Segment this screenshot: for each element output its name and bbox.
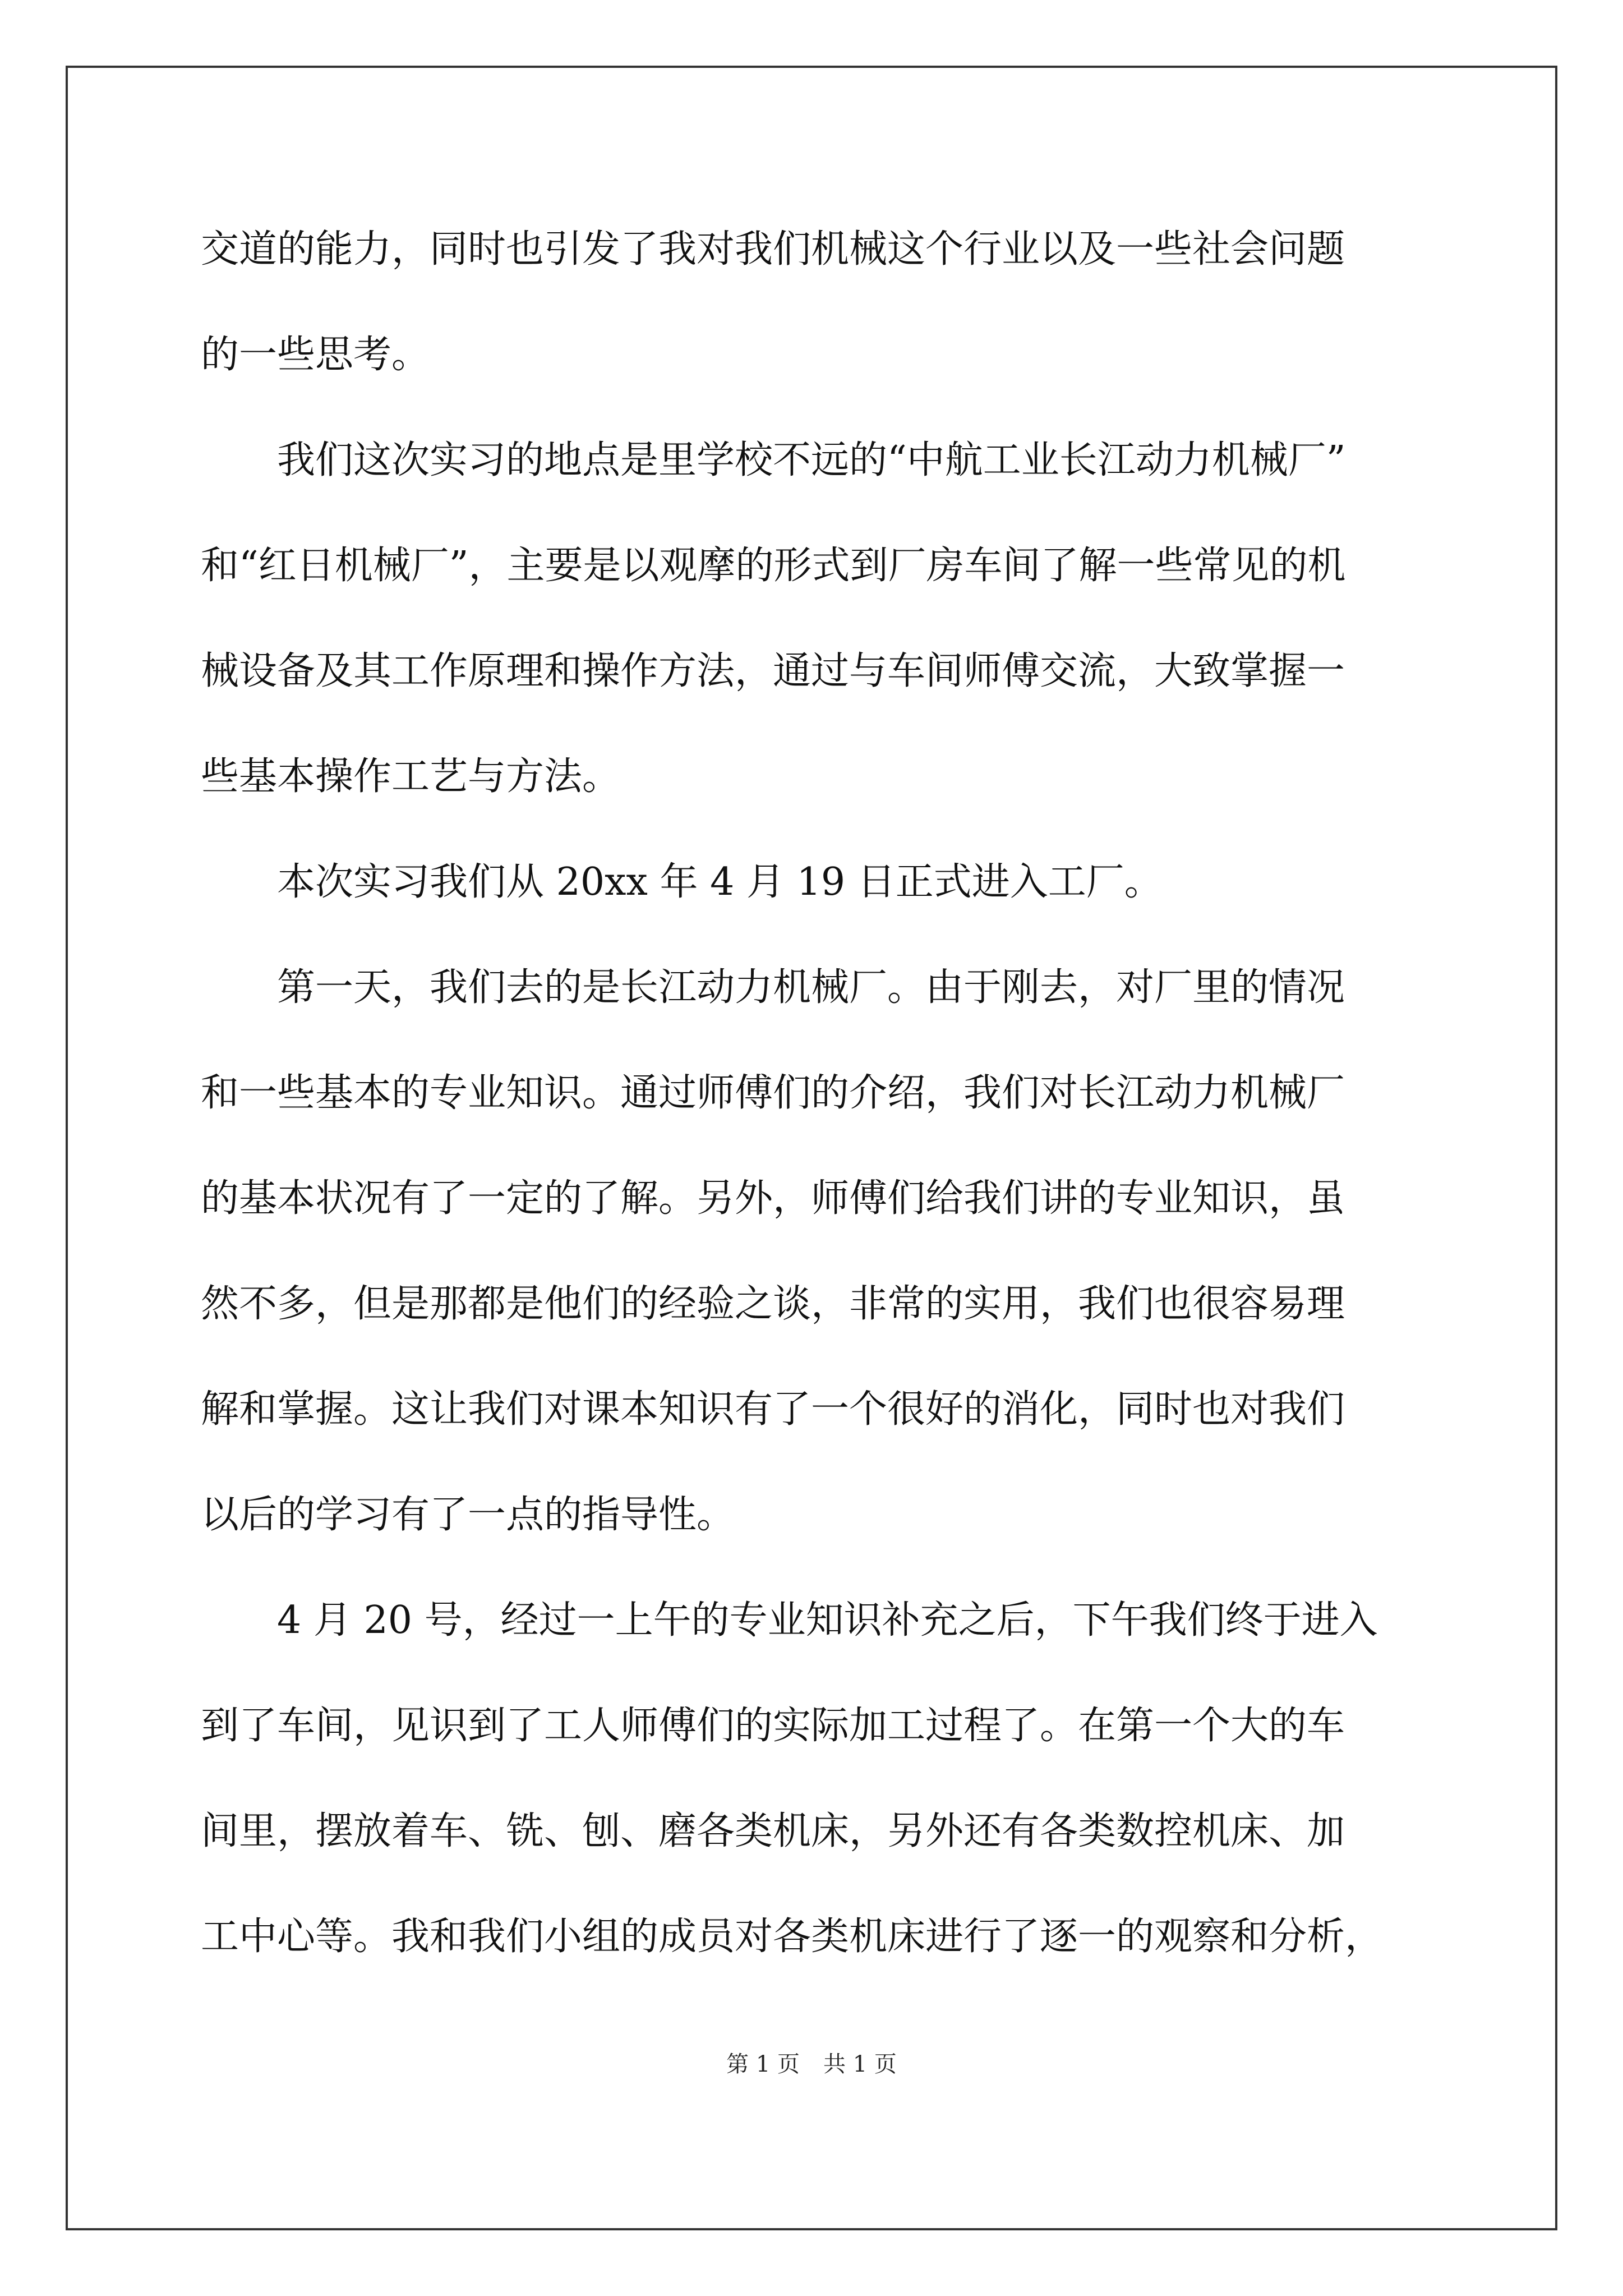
document-body (201, 197, 1463, 1990)
text-line: 然不多，但是那都是他们的经验之谈，非常的实用，我们也很容易理 (201, 1282, 1345, 1326)
text-line: 4 月 20 号，经过一上午的专业知识补充之后，下午我们终于进入 (201, 1598, 1378, 1642)
text-line: 和一些基本的专业知识。通过师傅们的介绍，我们对长江动力机械厂 (201, 1071, 1345, 1115)
text-line: 以后的学习有了一点的指导性。 (201, 1493, 735, 1537)
page-number: 第 1 页 (726, 2051, 800, 2077)
text-line: 本次实习我们从 20xx 年 4 月 19 日正式进入工厂。 (201, 860, 1163, 904)
text-line: 第一天，我们去的是长江动力机械厂。由于刚去，对厂里的情况 (201, 965, 1345, 1010)
text-line: 交道的能力，同时也引发了我对我们机械这个行业以及一些社会问题 (201, 227, 1345, 272)
page-total: 共 1 页 (823, 2051, 897, 2077)
text-line: 间里，摆放着车、铣、刨、磨各类机床，另外还有各类数控机床、加 (201, 1809, 1345, 1853)
text-line: 我们这次实习的地点是里学校不远的“中航工业长江动力机械厂” (201, 438, 1346, 482)
text-line: 的基本状况有了一定的了解。另外，师傅们给我们讲的专业知识，虽 (201, 1176, 1345, 1221)
text-line: 工中心等。我和我们小组的成员对各类机床进行了逐一的观察和分析， (201, 1915, 1384, 1959)
text-line: 和“红日机械厂”，主要是以观摩的形式到厂房车间了解一些常见的机 (201, 544, 1346, 588)
text-line: 械设备及其工作原理和操作方法，通过与车间师傅交流，大致掌握一 (201, 649, 1345, 693)
page-footer (0, 2046, 1623, 2078)
text-line: 到了车间，见识到了工人师傅们的实际加工过程了。在第一个大的车 (201, 1704, 1345, 1748)
text-line: 些基本操作工艺与方法。 (201, 754, 621, 799)
text-line: 的一些思考。 (201, 333, 430, 377)
text-line: 解和掌握。这让我们对课本知识有了一个很好的消化，同时也对我们 (201, 1387, 1345, 1432)
